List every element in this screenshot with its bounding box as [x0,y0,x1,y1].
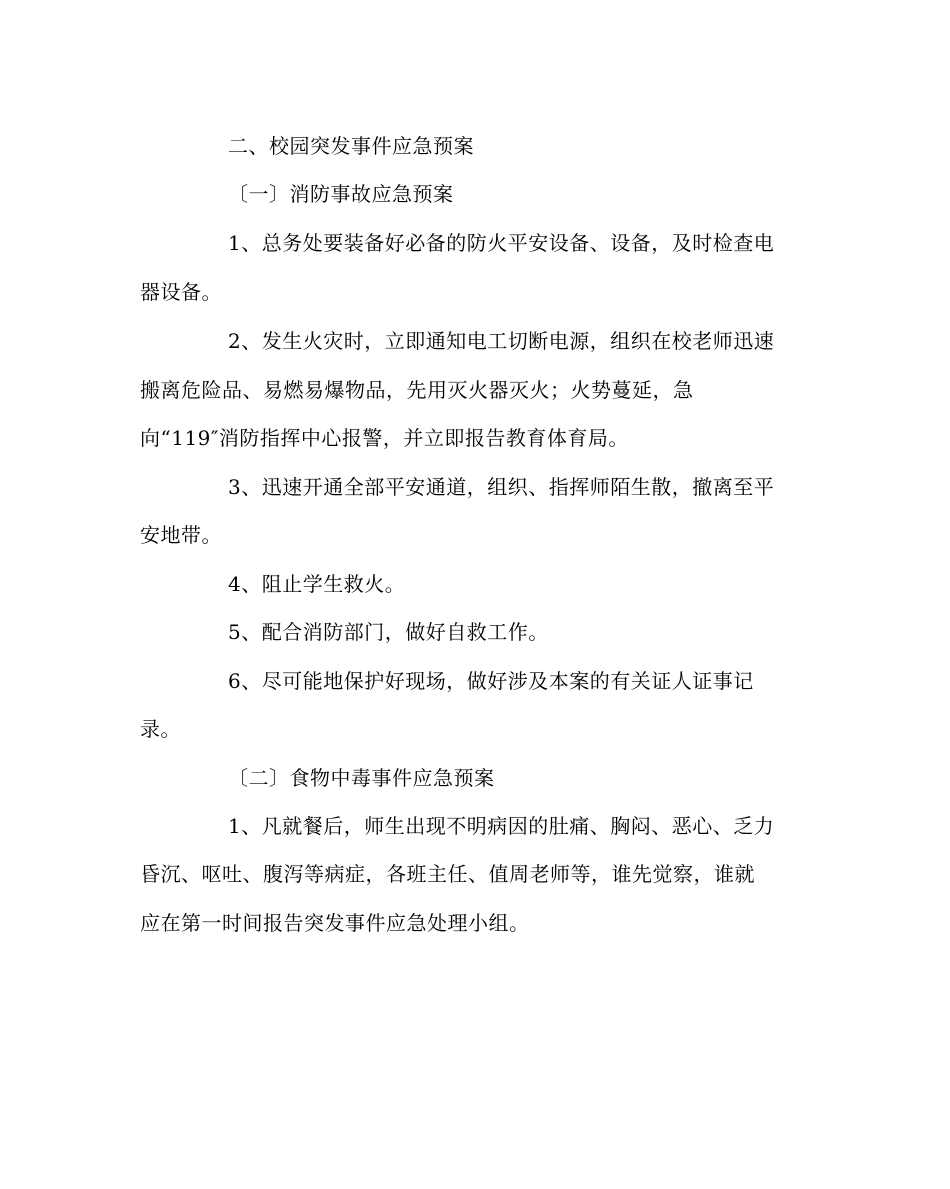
paragraph-line: 4、阻止学生救火。 [228,572,406,596]
paragraph-line: 录。 [140,717,181,741]
subsection-heading-food: 〔二〕食物中毒事件应急预案 [228,766,495,790]
paragraph-line: 昏沉、呕吐、腹泻等病症，各班主任、值周老师等，谁先觉察，谁就 [140,862,755,886]
paragraph-line: 5、配合消防部门，做好自救工作。 [228,620,549,644]
paragraph-line: 搬离危险品、易燃易爆物品，先用灭火器灭火；火势蔓延，急 [140,378,694,402]
section-heading: 二、校园突发事件应急预案 [228,134,474,158]
paragraph-line: 向“119″消防指挥中心报警，并立即报告教育体育局。 [140,426,629,450]
paragraph-line: 安地带。 [140,523,222,547]
paragraph-line: 3、迅速开通全部平安通道，组织、指挥师陌生散，撤离至平 [228,475,775,499]
paragraph-line: 应在第一时间报告突发事件应急处理小组。 [140,911,530,935]
paragraph-line: 1、总务处要装备好必备的防火平安设备、设备，及时检查电 [228,231,775,255]
paragraph-line: 器设备。 [140,280,222,304]
paragraph-line: 1、凡就餐后，师生出现不明病因的肚痛、胸闷、恶心、乏力 [228,814,775,838]
paragraph-line: 2、发生火灾时，立即通知电工切断电源，组织在校老师迅速 [228,329,775,353]
subsection-heading-fire: 〔一〕消防事故应急预案 [228,182,454,206]
paragraph-line: 6、尽可能地保护好现场，做好涉及本案的有关证人证事记 [228,669,754,693]
